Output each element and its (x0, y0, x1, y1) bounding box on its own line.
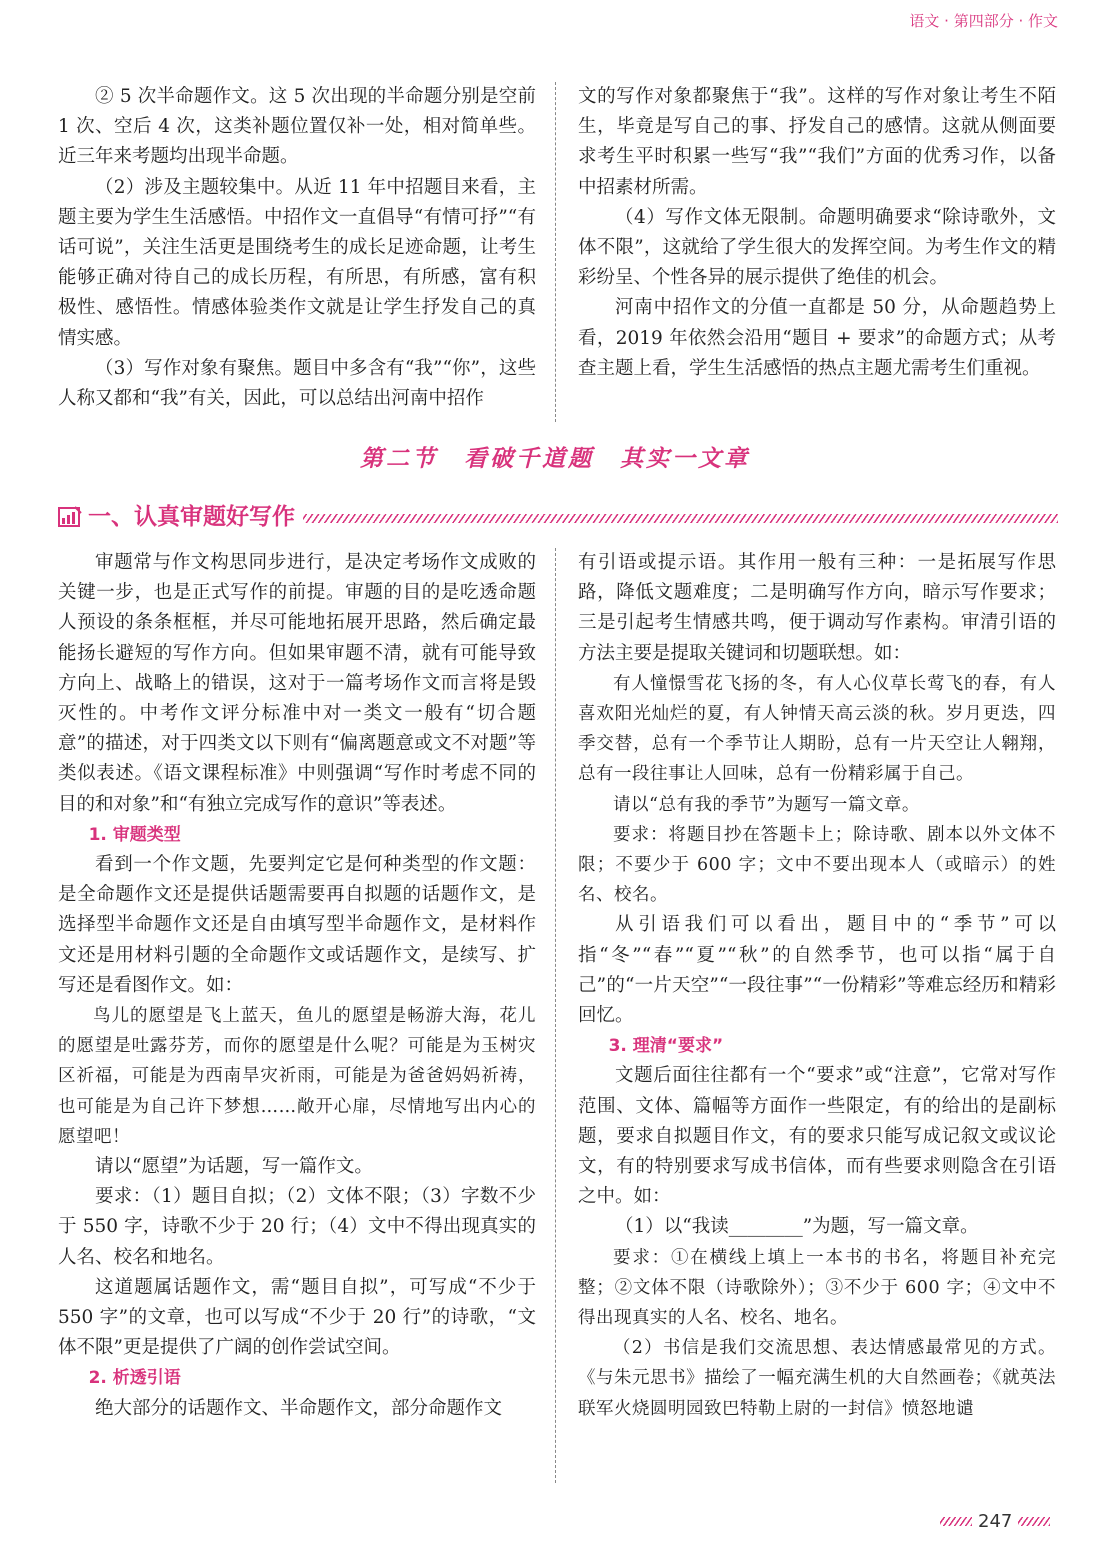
subheading: 2. 析透引语 (88, 1368, 181, 1389)
column-divider (555, 548, 556, 1483)
decorative-slashes (1018, 1517, 1050, 1526)
paragraph: 从引语我们可以看出，题目中的“季节”可以指“冬”“春”“夏”“秋”的自然季节，也可以指“属于自己”的“一片天空”“一段往事”“一份精彩”等难忘经历和精彩回忆。 (578, 914, 1056, 1027)
paragraph: （3）写作对象有聚焦。题目中多含有“我”“你”，这些人称又都和“我”有关，因此，可以总结出河南中招作 (58, 357, 536, 410)
top-right-column (578, 82, 1056, 384)
decorative-stripe (303, 514, 1058, 523)
subheading: 1. 审题类型 (88, 824, 181, 845)
paragraph: 要求：（1）题目自拟；（2）文体不限；（3）字数不少于 550 字，诗歌不少于 20 行；（4）文中不得出现真实的人名、校名和地名。 (58, 1186, 536, 1268)
section-title: 第二节 看破千道题 其实一文章 (360, 445, 750, 472)
paragraph: 文题后面往往都有一个“要求”或“注意”，它常对写作范围、文体、篇幅等方面作一些限定，有的给出的是副标题，要求自拟题目作文，有的要求只能写成记叙文或议论文，有的特别要求写成书信体，而有些要求则隐含在引语之中。如： (578, 1065, 1056, 1208)
page-number: 247 (978, 1510, 1013, 1532)
bottom-left-column (58, 548, 536, 1424)
paragraph: 审题常与作文构思同步进行，是决定考场作文成败的关键一步，也是正式写作的前提。审题的目的是吃透命题人预设的条条框框，并尽可能地拓展开思路，然后确定最能扬长避短的写作方向。但如果审题不清，就有可能导致方向上、战略上的错误，这对于一篇考场作文而言将是毁灭性的。中考作文评分标准中对一类文一般有“切合题意”的描述，对于四类文以下则有“偏离题意或文不对题”等类似表述。《语文课程标准》中则强调“写作时考虑不同的目的和对象”和“有独立完成写作的意识”等表述。 (58, 552, 536, 815)
running-header: 语文 · 第四部分 · 作文 (909, 12, 1058, 30)
paragraph: 这道题属话题作文，需“题目自拟”，可写成“不少于 550 字”的文章，也可以写成“不少于 20 行”的诗歌，“文体不限”更是提供了广阔的创作尝试空间。 (58, 1276, 536, 1359)
quote-paragraph: 有人憧憬雪花飞扬的冬，有人心仪草长莺飞的春，有人喜欢阳光灿烂的夏，有人钟情天高云淡的秋。岁月更迭，四季交替，总有一个季节让人期盼，总有一片天空让人翱翔，总有一段往事让人回味，总有一份精彩属于自己。 (578, 673, 1056, 785)
page-footer (940, 1506, 1060, 1536)
heading-bar (58, 500, 1058, 534)
column-divider (555, 82, 556, 422)
subheading: 3. 理清“要求” (608, 1036, 724, 1057)
quote-paragraph: （2）书信是我们交流思想、表达情感最常见的方式。《与朱元思书》描绘了一幅充满生机的大自然画卷；《就英法联军火烧圆明园致巴特勒上尉的一封信》愤怒地谴 (578, 1338, 1056, 1419)
bottom-right-column (578, 548, 1056, 1424)
top-left-column (58, 82, 536, 414)
paragraph: 文的写作对象都聚焦于“我”。这样的写作对象让考生不陌生，毕竟是写自己的事、抒发自己的感情。这就从侧面要求考生平时积累一些写“我”“我们”方面的优秀习作，以备中招素材所需。 (578, 86, 1056, 198)
paragraph: ② 5 次半命题作文。这 5 次出现的半命题分别是空前 1 次、空后 4 次，这类补题位置仅补一处，相对简单些。近三年来考题均出现半命题。 (58, 86, 536, 168)
paragraph: 河南中招作文的分值一直都是 50 分，从命题趋势上看，2019 年依然会沿用“题目 + 要求”的命题方式；从考查主题上看，学生生活感悟的热点主题尤需考生们重视。 (578, 297, 1056, 379)
paragraph: （1）以“我读________”为题，写一篇文章。 (615, 1216, 979, 1238)
quote-paragraph: 请以“总有我的季节”为题写一篇文章。 (613, 794, 920, 815)
paragraph: 绝大部分的话题作文、半命题作文，部分命题作文 (95, 1397, 503, 1419)
heading: 一、认真审题好写作 (88, 504, 295, 530)
quote-paragraph: 要求：将题目抄在答题卡上；除诗歌、剧本以外文体不限；不要少于 600 字；文中不要出现本人（或暗示）的姓名、校名。 (578, 824, 1056, 906)
paragraph: （2）涉及主题较集中。从近 11 年中招题目来看，主题主要为学生生活感悟。中招作文一直倡导“有情可抒”“有话可说”，关注生活更是围绕考生的成长足迹命题，让考生能够正确对待自己的成长历程，有所思，有所感，富有积极性、感悟性。情感体验类作文就是让学生抒发自己的真情实感。 (58, 176, 536, 349)
paragraph: 看到一个作文题，先要判定它是何种类型的作文题：是全命题作文还是提供话题需要再自拟题的话题作文，是选择型半命题作文还是自由填写型半命题作文，是材料作文还是用材料引题的全命题作文或话题作文，是续写、扩写还是看图作文。如： (58, 854, 536, 996)
paragraph: （4）写作文体无限制。命题明确要求“除诗歌外，文体不限”，这就给了学生很大的发挥空间。为考生作文的精彩纷呈、个性各异的展示提供了绝佳的机会。 (578, 206, 1056, 289)
quote-paragraph: 要求：①在横线上填上一本书的书名，将题目补充完整；②文体不限（诗歌除外）；③不少于 600 字；④文中不得出现真实的人名、校名、地名。 (578, 1247, 1056, 1329)
decorative-slashes (940, 1517, 972, 1526)
paragraph: 请以“愿望”为话题，写一篇作文。 (95, 1156, 373, 1178)
paragraph: 有引语或提示语。其作用一般有三种：一是拓展写作思路，降低文题难度；二是明确写作方向，暗示写作要求；三是引起考生情感共鸣，便于调动写作素构。审清引语的方法主要是提取关键词和切题联想。如： (578, 552, 1056, 664)
quote-paragraph: 鸟儿的愿望是飞上蓝天，鱼儿的愿望是畅游大海，花儿的愿望是吐露芬芳，而你的愿望是什么呢？可能是为玉树灾区祈福，可能是为西南旱灾祈雨，可能是为爸爸妈妈祈祷，也可能是为自己许下梦想……敞开心扉，尽情地写出内心的愿望吧！ (58, 1006, 536, 1147)
pen-chart-icon (58, 506, 82, 532)
